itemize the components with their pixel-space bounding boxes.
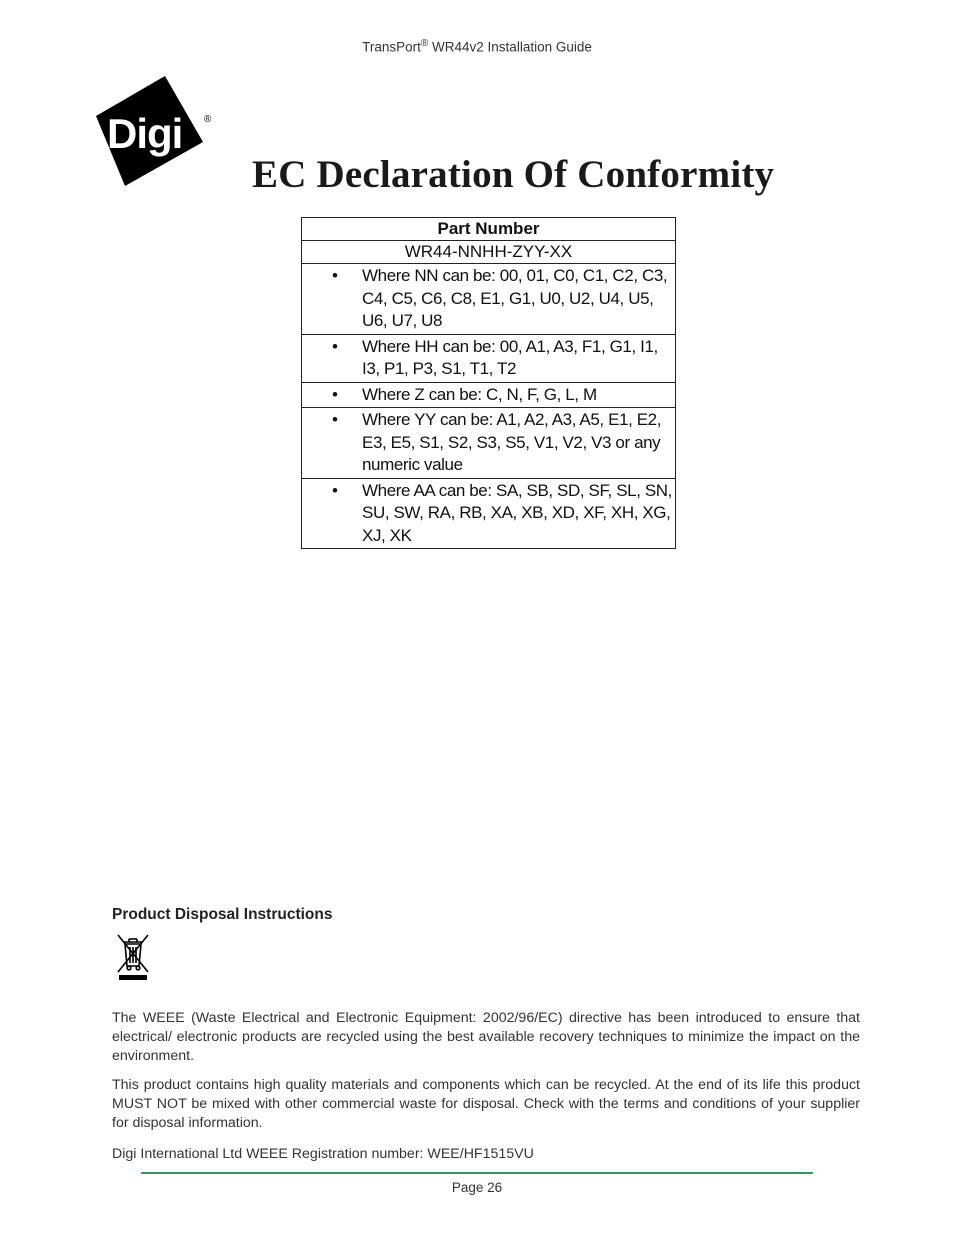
- bullet-icon: •: [332, 384, 338, 404]
- bullet-icon: •: [332, 410, 338, 429]
- logo-text: Digi: [107, 110, 183, 157]
- logo-registered-mark: ®: [204, 114, 212, 125]
- weee-crossed-bin-icon: [114, 932, 152, 982]
- part-row-nn: [302, 264, 676, 335]
- weee-paragraph: The WEEE (Waste Electrical and Electronic Equipment: 2002/96/EC) directive has been introduced to ensure that electrical/ electronic products are recycled using the best available recovery techniques to minimize the impact on the environment.: [112, 1010, 860, 1064]
- digi-logo: [93, 76, 218, 188]
- footer-divider: [141, 1172, 813, 1174]
- recycling-paragraph: This product contains high quality materials and components which can be recycled. At the end of its life this product MUST NOT be mixed with other commercial waste for disposal. Check with the terms and conditions of your supplier for disposal information.: [112, 1077, 860, 1131]
- part-row-hh: [302, 334, 676, 382]
- part-row-text: Where Z can be: C, N, F, G, L, M: [362, 384, 597, 404]
- part-row-text: Where YY can be: A1, A2, A3, A5, E1, E2, E3, E5, S1, S2, S3, S5, V1, V2, V3 or any numeric value: [362, 410, 662, 474]
- bullet-icon: •: [332, 480, 338, 500]
- part-row-text: Where AA can be: SA, SB, SD, SF, SL, SN, SU, SW, RA, RB, XA, XB, XD, XF, XH, XG, XJ, XK: [362, 480, 672, 545]
- part-number-code: WR44-NNHH-ZYY-XX: [302, 241, 676, 264]
- part-row-text: Where HH can be: 00, A1, A3, F1, G1, I1, I3, P1, P3, S1, T1, T2: [362, 336, 658, 378]
- bullet-icon: •: [332, 266, 338, 285]
- registered-mark: ®: [420, 38, 429, 49]
- page-number: Page 26: [451, 1180, 503, 1195]
- header-prefix: TransPort: [362, 39, 421, 55]
- part-row-text: Where NN can be: 00, 01, C0, C1, C2, C3, C4, C5, C6, C8, E1, G1, U0, U2, U4, U5, U6, U7, U8: [362, 266, 668, 330]
- part-row-aa: [302, 478, 676, 549]
- disposal-heading: Product Disposal Instructions: [112, 906, 333, 923]
- registration-number: Digi International Ltd WEEE Registration number: WEE/HF1515VU: [112, 1146, 534, 1162]
- part-number-header: Part Number: [302, 218, 676, 241]
- part-row-yy: [302, 408, 676, 479]
- header-suffix: WR44v2 Installation Guide: [428, 39, 592, 55]
- part-number-table: [301, 217, 676, 549]
- bullet-icon: •: [332, 336, 338, 356]
- part-row-z: [302, 382, 676, 408]
- page-title: EC Declaration Of Conformity: [252, 153, 775, 196]
- page-header: [0, 38, 954, 55]
